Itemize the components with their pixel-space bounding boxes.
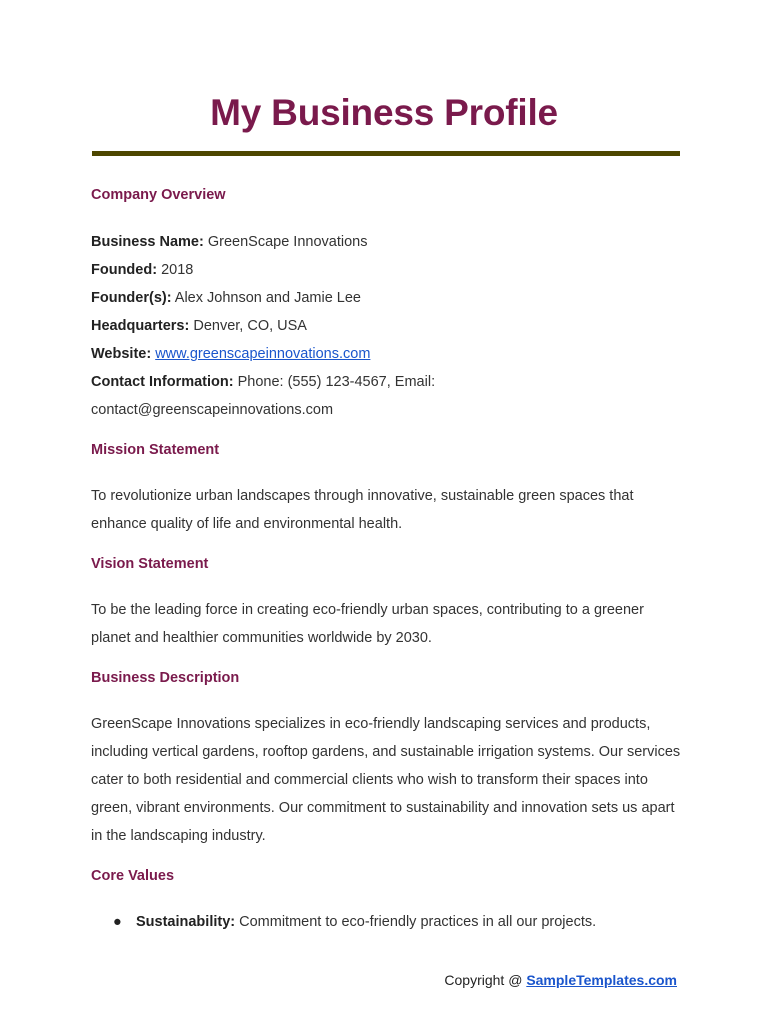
document-body [91, 185, 681, 936]
contact-email-row: contact@greenscapeinnovations.com [91, 402, 334, 418]
headquarters-value: Denver, CO, USA [193, 318, 307, 334]
core-value-label: Sustainability: [136, 914, 236, 930]
list-item [91, 908, 681, 936]
company-overview-heading: Company Overview [91, 187, 226, 203]
vision-heading: Vision Statement [91, 556, 209, 572]
bullet-icon: ● [113, 914, 122, 930]
core-value-text: Commitment to eco-friendly practices in all our projects. [239, 914, 597, 930]
mission-heading: Mission Statement [91, 442, 220, 458]
website-link[interactable]: www.greenscapeinnovations.com [155, 346, 371, 362]
core-values-list [91, 908, 681, 936]
website-label: Website: [91, 346, 152, 362]
mission-text: To revolutionize urban landscapes through innovative, sustainable green spaces that enhance quality of life and environmental health. [91, 488, 634, 532]
founded-value: 2018 [161, 262, 194, 278]
copyright-text: Copyright @ [444, 972, 527, 988]
core-values-heading: Core Values [91, 868, 175, 884]
business-name-row [91, 228, 681, 256]
business-name-label: Business Name: [91, 234, 204, 250]
company-overview-details [91, 228, 681, 424]
contact-value-line1: Phone: (555) 123-4567, Email: [237, 374, 436, 390]
business-description-text: GreenScape Innovations specializes in eco-friendly landscaping services and products, including vertical gardens, rooftop gardens, and sustainable irrigation systems. Our services cater to both residential and commercial clients who wish to transform their spaces into green, vibrant environments. Our commitment to sustainability and innovation sets us apart in the landscaping industry. [91, 716, 681, 844]
website-row [91, 340, 681, 368]
sampletemplates-link[interactable]: SampleTemplates.com [526, 972, 677, 988]
business-name-value: GreenScape Innovations [207, 234, 368, 250]
headquarters-label: Headquarters: [91, 318, 190, 334]
copyright-footer [444, 972, 677, 988]
vision-text: To be the leading force in creating eco-friendly urban spaces, contributing to a greener planet and healthier communities worldwide by 2030. [91, 602, 644, 646]
founders-value: Alex Johnson and Jamie Lee [174, 290, 361, 306]
title-divider [92, 151, 680, 156]
contact-row [91, 368, 681, 396]
headquarters-row [91, 312, 681, 340]
business-description-heading: Business Description [91, 670, 240, 686]
founders-label: Founder(s): [91, 290, 172, 306]
founded-row [91, 256, 681, 284]
founders-row [91, 284, 681, 312]
page-title: My Business Profile [210, 92, 558, 133]
founded-label: Founded: [91, 262, 158, 278]
contact-label: Contact Information: [91, 374, 234, 390]
